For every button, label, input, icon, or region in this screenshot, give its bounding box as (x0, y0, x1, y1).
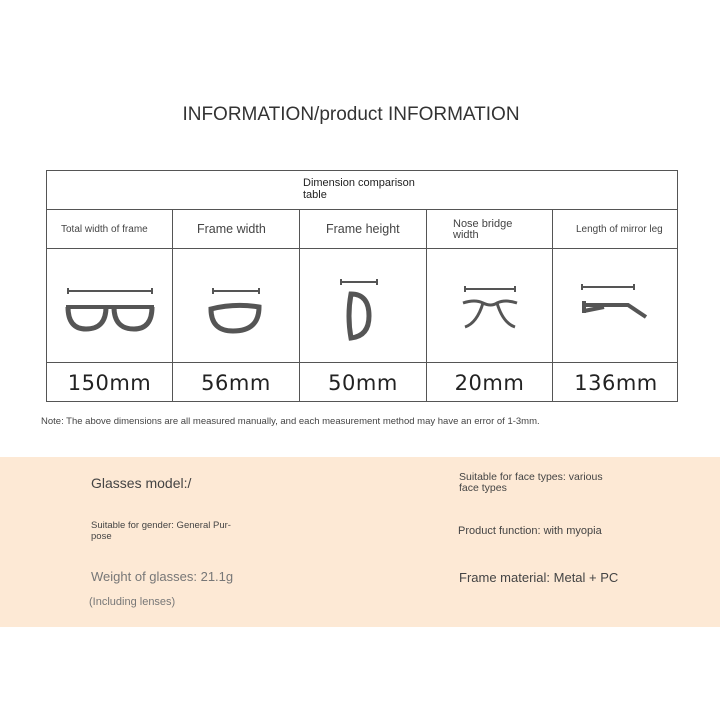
label-nose-bridge: Nose bridge width (453, 217, 513, 241)
full-glasses-front-icon (47, 251, 172, 363)
glasses-model: Glasses model:/ (91, 475, 192, 491)
glasses-weight: Weight of glasses: 21.1g (91, 569, 234, 584)
value-frame-height: 50mm (328, 371, 398, 395)
product-info-panel (0, 457, 720, 627)
value-total-width: 150mm (67, 371, 152, 395)
value-frame-width: 56mm (201, 371, 271, 395)
value-mirror-leg: 136mm (574, 371, 658, 395)
label-mirror-leg: Length of mirror leg (576, 224, 663, 235)
label-frame-width: Frame width (197, 222, 266, 236)
table-caption: Dimension comparison table (303, 177, 415, 201)
dimension-table (46, 170, 678, 402)
frame-material: Frame material: Metal + PC (459, 570, 619, 585)
value-nose-bridge: 20mm (454, 371, 525, 395)
single-lens-icon (173, 251, 299, 363)
weight-note: (Including lenses) (89, 596, 176, 608)
temple-arm-icon (553, 251, 679, 363)
lens-side-icon (300, 251, 426, 363)
product-function: Product function: with myopia (458, 525, 602, 537)
nose-bridge-icon (427, 251, 552, 363)
label-total-width: Total width of frame (61, 224, 148, 235)
gender: Suitable for gender: General Pur-pose (91, 520, 231, 542)
page-title: INFORMATION/product INFORMATION (182, 104, 520, 125)
label-frame-height: Frame height (326, 222, 400, 236)
face-types: Suitable for face types: various face types (459, 471, 603, 494)
measurement-note: Note: The above dimensions are all measured manually, and each measurement method may have an error of 1-3mm. (41, 416, 540, 427)
